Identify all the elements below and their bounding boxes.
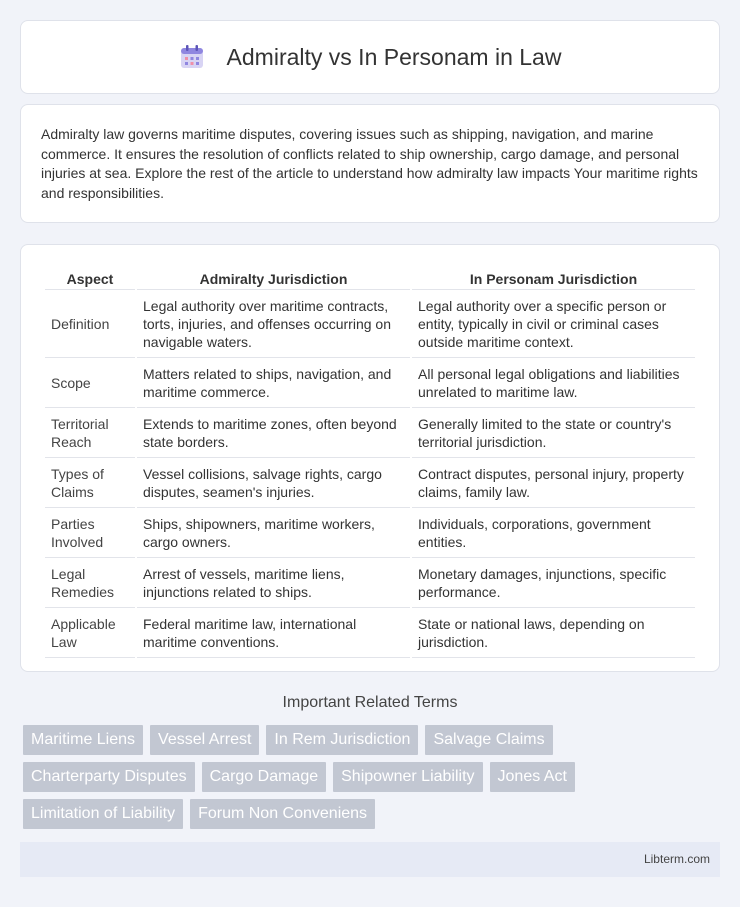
admiralty-cell: Federal maritime law, international maritime conventions. bbox=[137, 610, 410, 658]
aspect-cell: Territorial Reach bbox=[45, 410, 135, 458]
header-card bbox=[20, 20, 720, 94]
table-header-row bbox=[45, 267, 695, 290]
table-row bbox=[45, 292, 695, 358]
related-term-tag[interactable]: Charterparty Disputes bbox=[23, 762, 195, 792]
footer bbox=[20, 842, 720, 877]
table-row bbox=[45, 460, 695, 508]
admiralty-cell: Matters related to ships, navigation, and maritime commerce. bbox=[137, 360, 410, 408]
related-term-tag[interactable]: In Rem Jurisdiction bbox=[266, 725, 418, 755]
related-terms-list bbox=[23, 725, 583, 836]
in-personam-cell: Contract disputes, personal injury, property claims, family law. bbox=[412, 460, 695, 508]
column-header: Aspect bbox=[45, 267, 135, 290]
column-header: Admiralty Jurisdiction bbox=[137, 267, 410, 290]
admiralty-cell: Extends to maritime zones, often beyond state borders. bbox=[137, 410, 410, 458]
calendar-icon bbox=[179, 44, 205, 70]
related-term-tag[interactable]: Maritime Liens bbox=[23, 725, 143, 755]
aspect-cell: Scope bbox=[45, 360, 135, 408]
aspect-cell: Definition bbox=[45, 292, 135, 358]
related-terms-title: Important Related Terms bbox=[282, 694, 458, 711]
in-personam-cell: All personal legal obligations and liabilities unrelated to maritime law. bbox=[412, 360, 695, 408]
table-row bbox=[45, 610, 695, 658]
aspect-cell: Applicable Law bbox=[45, 610, 135, 658]
in-personam-cell: State or national laws, depending on jurisdiction. bbox=[412, 610, 695, 658]
admiralty-cell: Ships, shipowners, maritime workers, cargo owners. bbox=[137, 510, 410, 558]
related-term-tag[interactable]: Cargo Damage bbox=[202, 762, 327, 792]
in-personam-cell: Monetary damages, injunctions, specific performance. bbox=[412, 560, 695, 608]
page-title: Admiralty vs In Personam in Law bbox=[226, 43, 562, 70]
admiralty-cell: Legal authority over maritime contracts, torts, injuries, and offenses occurring on navigable waters. bbox=[137, 292, 410, 358]
admiralty-cell: Arrest of vessels, maritime liens, injunctions related to ships. bbox=[137, 560, 410, 608]
in-personam-cell: Individuals, corporations, government entities. bbox=[412, 510, 695, 558]
footer-brand-link[interactable]: Libterm.com bbox=[643, 852, 710, 866]
related-term-tag[interactable]: Salvage Claims bbox=[425, 725, 552, 755]
table-row bbox=[45, 510, 695, 558]
column-header: In Personam Jurisdiction bbox=[412, 267, 695, 290]
related-term-tag[interactable]: Jones Act bbox=[490, 762, 575, 792]
table-row bbox=[45, 360, 695, 408]
related-term-tag[interactable]: Forum Non Conveniens bbox=[190, 799, 375, 829]
aspect-cell: Legal Remedies bbox=[45, 560, 135, 608]
in-personam-cell: Legal authority over a specific person or entity, typically in civil or criminal cases outside maritime context. bbox=[412, 292, 695, 358]
comparison-card bbox=[20, 244, 720, 672]
admiralty-cell: Vessel collisions, salvage rights, cargo disputes, seamen's injuries. bbox=[137, 460, 410, 508]
aspect-cell: Types of Claims bbox=[45, 460, 135, 508]
comparison-table bbox=[43, 265, 697, 660]
related-term-tag[interactable]: Vessel Arrest bbox=[150, 725, 259, 755]
related-term-tag[interactable]: Limitation of Liability bbox=[23, 799, 183, 829]
intro-card bbox=[20, 104, 720, 223]
table-row bbox=[45, 410, 695, 458]
aspect-cell: Parties Involved bbox=[45, 510, 135, 558]
intro-text: Admiralty law governs maritime disputes, covering issues such as shipping, navigation, and marine commerce. It ensures the resolution of conflicts related to ship ownership, cargo damage, and personal injuries at sea. Explore the rest of the article to understand how admiralty law impacts Your maritime rights and responsibilities. bbox=[41, 126, 698, 201]
in-personam-cell: Generally limited to the state or country's territorial jurisdiction. bbox=[412, 410, 695, 458]
table-row bbox=[45, 560, 695, 608]
related-term-tag[interactable]: Shipowner Liability bbox=[333, 762, 482, 792]
